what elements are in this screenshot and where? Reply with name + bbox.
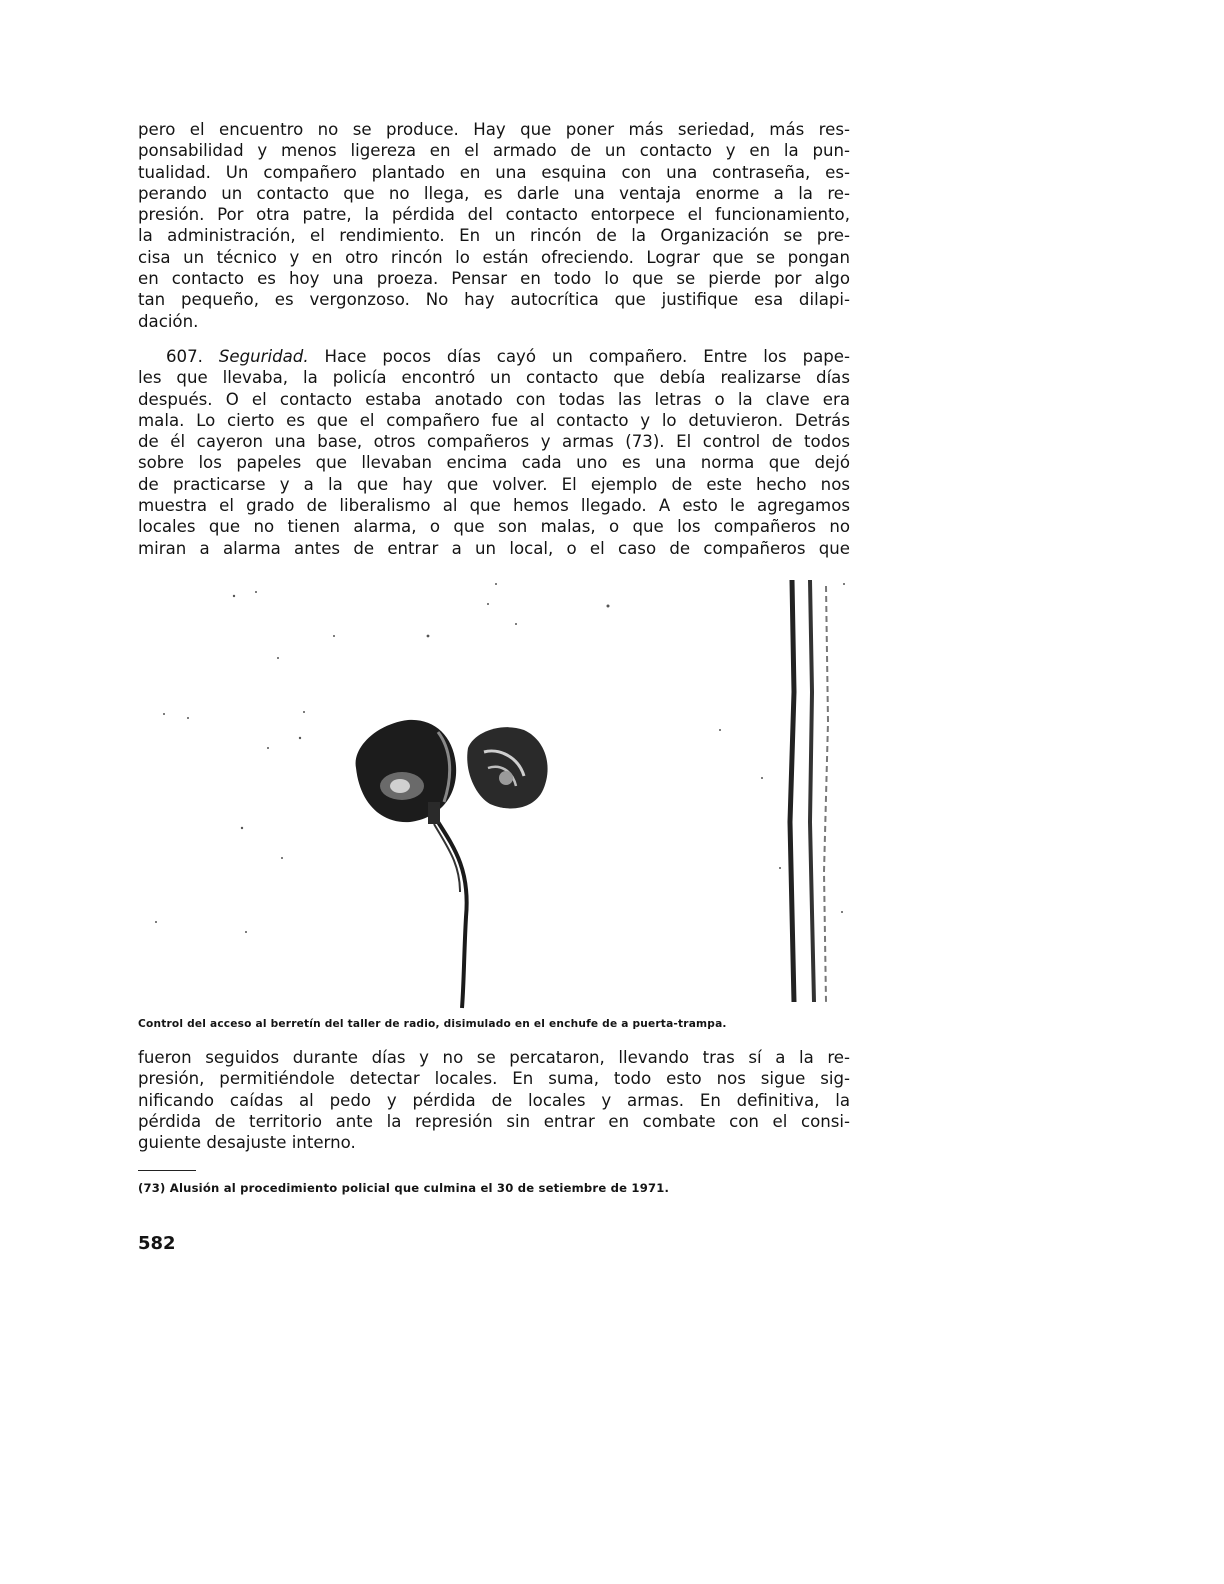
text-line: guiente desajuste interno.	[138, 1133, 356, 1153]
section-first-line-text: Hace pocos días cayó un compañero. Entre los pape-	[324, 347, 850, 366]
text-line: pero el encuentro no se produce. Hay que poner más seriedad, más res-	[138, 120, 850, 139]
text-line: dación.	[138, 311, 199, 331]
text-line: de practicarse y a la que hay que volver. El ejemplo de este hecho nos	[138, 474, 850, 494]
text-line: mala. Lo cierto es que el compañero fue al contacto y lo detuvieron. Detrás	[138, 410, 850, 430]
text-line: la administración, el rendimiento. En un rincón de la Organización se pre-	[138, 226, 850, 246]
text-line: de él cayeron una base, otros compañeros y armas (73). El control de todos	[138, 432, 850, 452]
text-line: perando un contacto que no llega, es darle una ventaja enorme a la re-	[138, 183, 850, 203]
text-line: tualidad. Un compañero plantado en una esquina con una contraseña, es-	[138, 162, 850, 182]
text-line: nificando caídas al pedo y pérdida de locales y armas. En definitiva, la	[138, 1090, 850, 1110]
text-line: locales que no tienen alarma, o que son malas, o que los compañeros no	[138, 517, 850, 537]
text-line: ponsabilidad y menos ligereza en el armado de un contacto y en la pun-	[138, 141, 850, 161]
outlet-cable	[438, 822, 467, 1008]
outlet-plug	[356, 720, 457, 824]
text-line: sobre los papeles que llevaban encima cada uno es una norma que dejó	[138, 453, 850, 473]
outlet-cover	[467, 727, 547, 808]
text-line: presión. Por otra patre, la pérdida del contacto entorpece el funcionamiento,	[138, 205, 850, 225]
section-heading: Seguridad.	[218, 347, 309, 366]
text-line: tan pequeño, es vergonzoso. No hay autocrítica que justifique esa dilapi-	[138, 290, 850, 310]
photo-outlet-trapdoor	[138, 572, 854, 1012]
paragraph-contact-punctuality	[138, 119, 850, 332]
text-line: les que llevaba, la policía encontró un contacto que debía realizarse días	[138, 368, 850, 388]
section-first-line	[138, 346, 850, 367]
footnote: (73) Alusión al procedimiento policial que culmina el 30 de setiembre de 1971.	[138, 1181, 670, 1195]
paragraph-consequences	[138, 1047, 850, 1153]
footnote-divider	[138, 1170, 196, 1171]
door-edge	[790, 580, 828, 1002]
text-line: fueron seguidos durante días y no se percataron, llevando tras sí a la re-	[138, 1048, 850, 1067]
text-line: cisa un técnico y en otro rincón lo están ofreciendo. Lograr que se pongan	[138, 247, 850, 267]
figure-caption: Control del acceso al berretín del taller de radio, disimulado en el enchufe de a puerta-trampa.	[138, 1018, 727, 1030]
text-line: miran a alarma antes de entrar a un local, o el caso de compañeros que	[138, 538, 850, 558]
section-number: 607.	[166, 347, 203, 366]
text-line: muestra el grado de liberalismo al que hemos llegado. A esto le agregamos	[138, 496, 850, 516]
text-line: en contacto es hoy una proeza. Pensar en todo lo que se pierde por algo	[138, 269, 850, 289]
text-line: después. O el contacto estaba anotado con todas las letras o la clave era	[138, 389, 850, 409]
text-line: presión, permitiéndole detectar locales. En suma, todo esto nos sigue sig-	[138, 1069, 850, 1089]
page-number: 582	[138, 1233, 176, 1254]
text-line: pérdida de territorio ante la represión sin entrar en combate con el consi-	[138, 1111, 850, 1131]
paragraph-seguridad	[138, 346, 850, 559]
